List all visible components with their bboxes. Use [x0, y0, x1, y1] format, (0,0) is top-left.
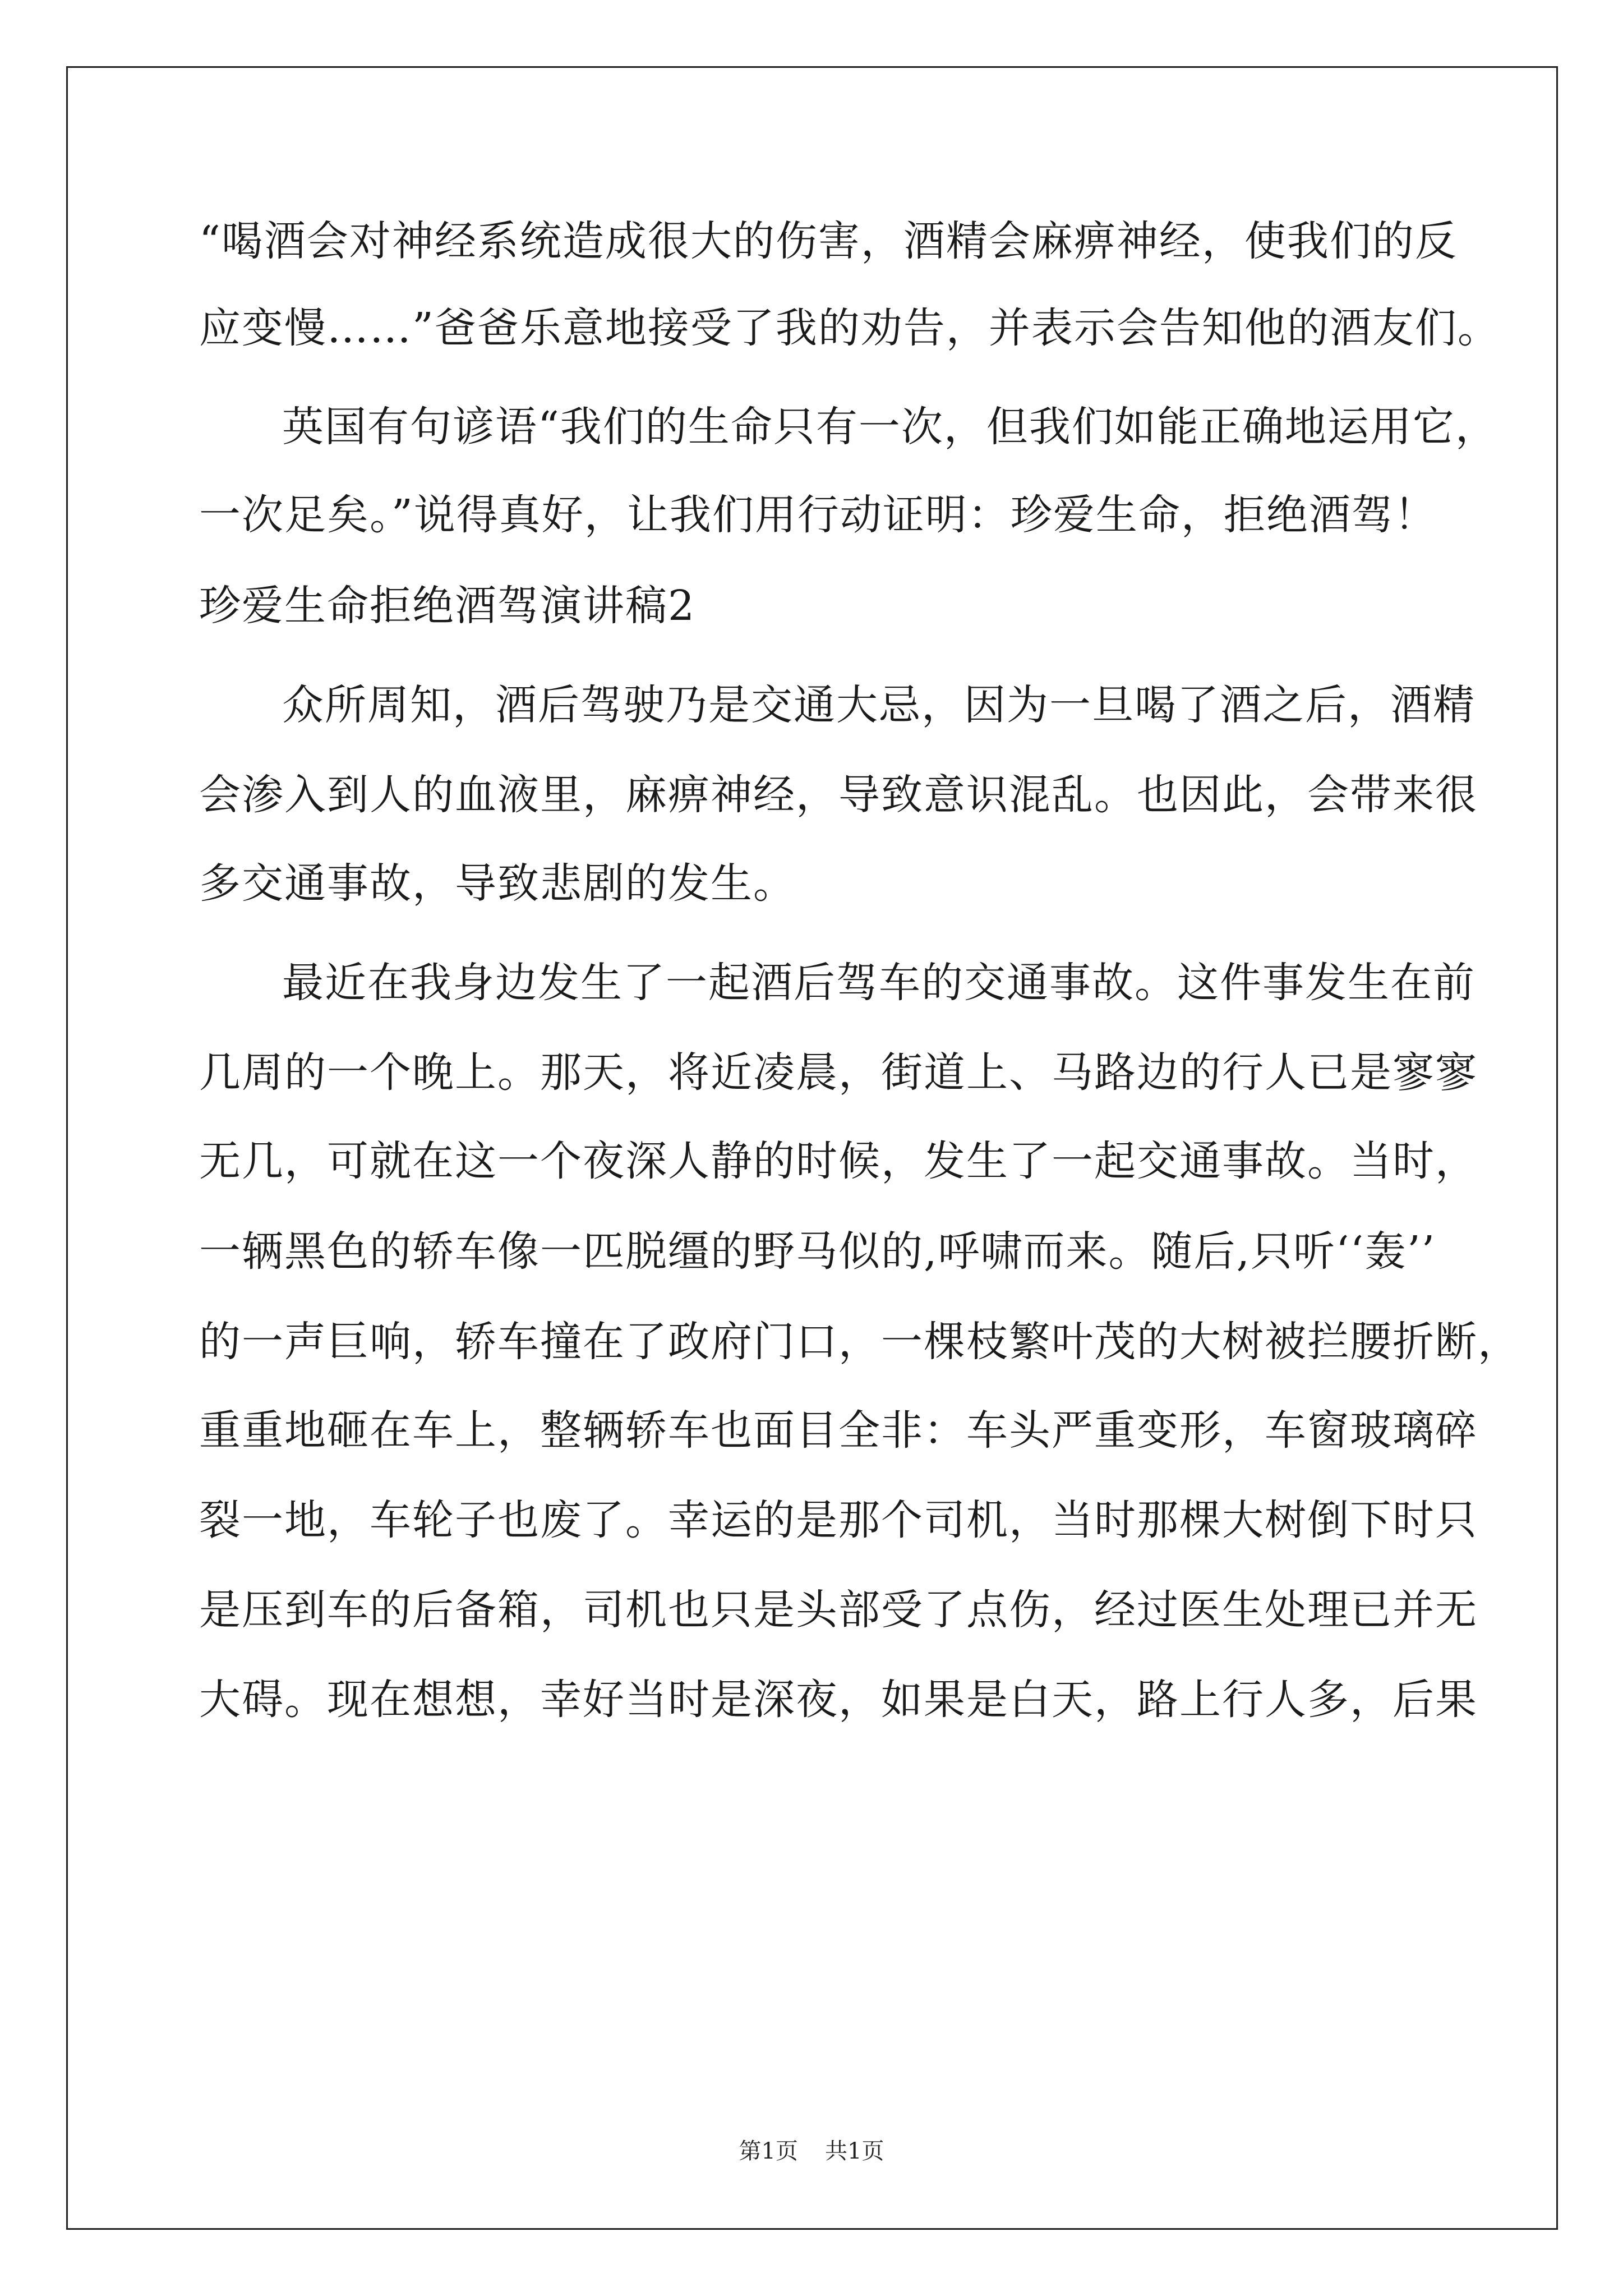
text-line: 大碍。现在想想，幸好当时是深夜，如果是白天，路上行人多，后果 [199, 1676, 1478, 1724]
page-total: 共1页 [825, 2138, 884, 2164]
text-line: 应变慢……”爸爸乐意地接受了我的劝告，并表示会告知他的酒友们。 [199, 304, 1500, 352]
text-line: 最近在我身边发生了一起酒后驾车的交通事故。这件事发生在前 [282, 959, 1476, 1007]
text-line: 多交通事故，导致悲剧的发生。 [199, 859, 796, 908]
text-line: 无几，可就在这一个夜深人静的时候，发生了一起交通事故。当时， [199, 1137, 1478, 1185]
text-line: 会渗入到人的血液里，麻痹神经，导致意识混乱。也因此，会带来很 [199, 771, 1478, 819]
text-line: “喝酒会对神经系统造成很大的伤害，酒精会麻痹神经，使我们的反 [199, 217, 1458, 265]
text-line: 众所周知，酒后驾驶乃是交通大忌，因为一旦喝了酒之后，酒精 [282, 681, 1476, 729]
page-footer [0, 2137, 1623, 2165]
text-line: 一次足矣。”说得真好，让我们用行动证明：珍爱生命，拒绝酒驾！ [199, 491, 1437, 539]
text-line: 的一声巨响，轿车撞在了政府门口，一棵枝繁叶茂的大树被拦腰折断， [199, 1318, 1520, 1366]
page-number: 第1页 [739, 2138, 798, 2164]
text-line: 裂一地，车轮子也废了。幸运的是那个司机，当时那棵大树倒下时只 [199, 1496, 1478, 1544]
text-line: 重重地砸在车上，整辆轿车也面目全非：车头严重变形，车窗玻璃碎 [199, 1406, 1478, 1455]
section-heading: 珍爱生命拒绝酒驾演讲稿2 [199, 582, 696, 630]
text-line: 英国有句谚语“我们的生命只有一次，但我们如能正确地运用它， [282, 403, 1498, 451]
text-line: 一辆黑色的轿车像一匹脱缰的野马似的,呼啸而来。随后,只听‘‘轰’’ [199, 1227, 1436, 1276]
text-line: 几周的一个晚上。那天，将近凌晨，街道上、马路边的行人已是寥寥 [199, 1048, 1478, 1097]
text-line: 是压到车的后备箱，司机也只是头部受了点伤，经过医生处理已并无 [199, 1586, 1478, 1634]
